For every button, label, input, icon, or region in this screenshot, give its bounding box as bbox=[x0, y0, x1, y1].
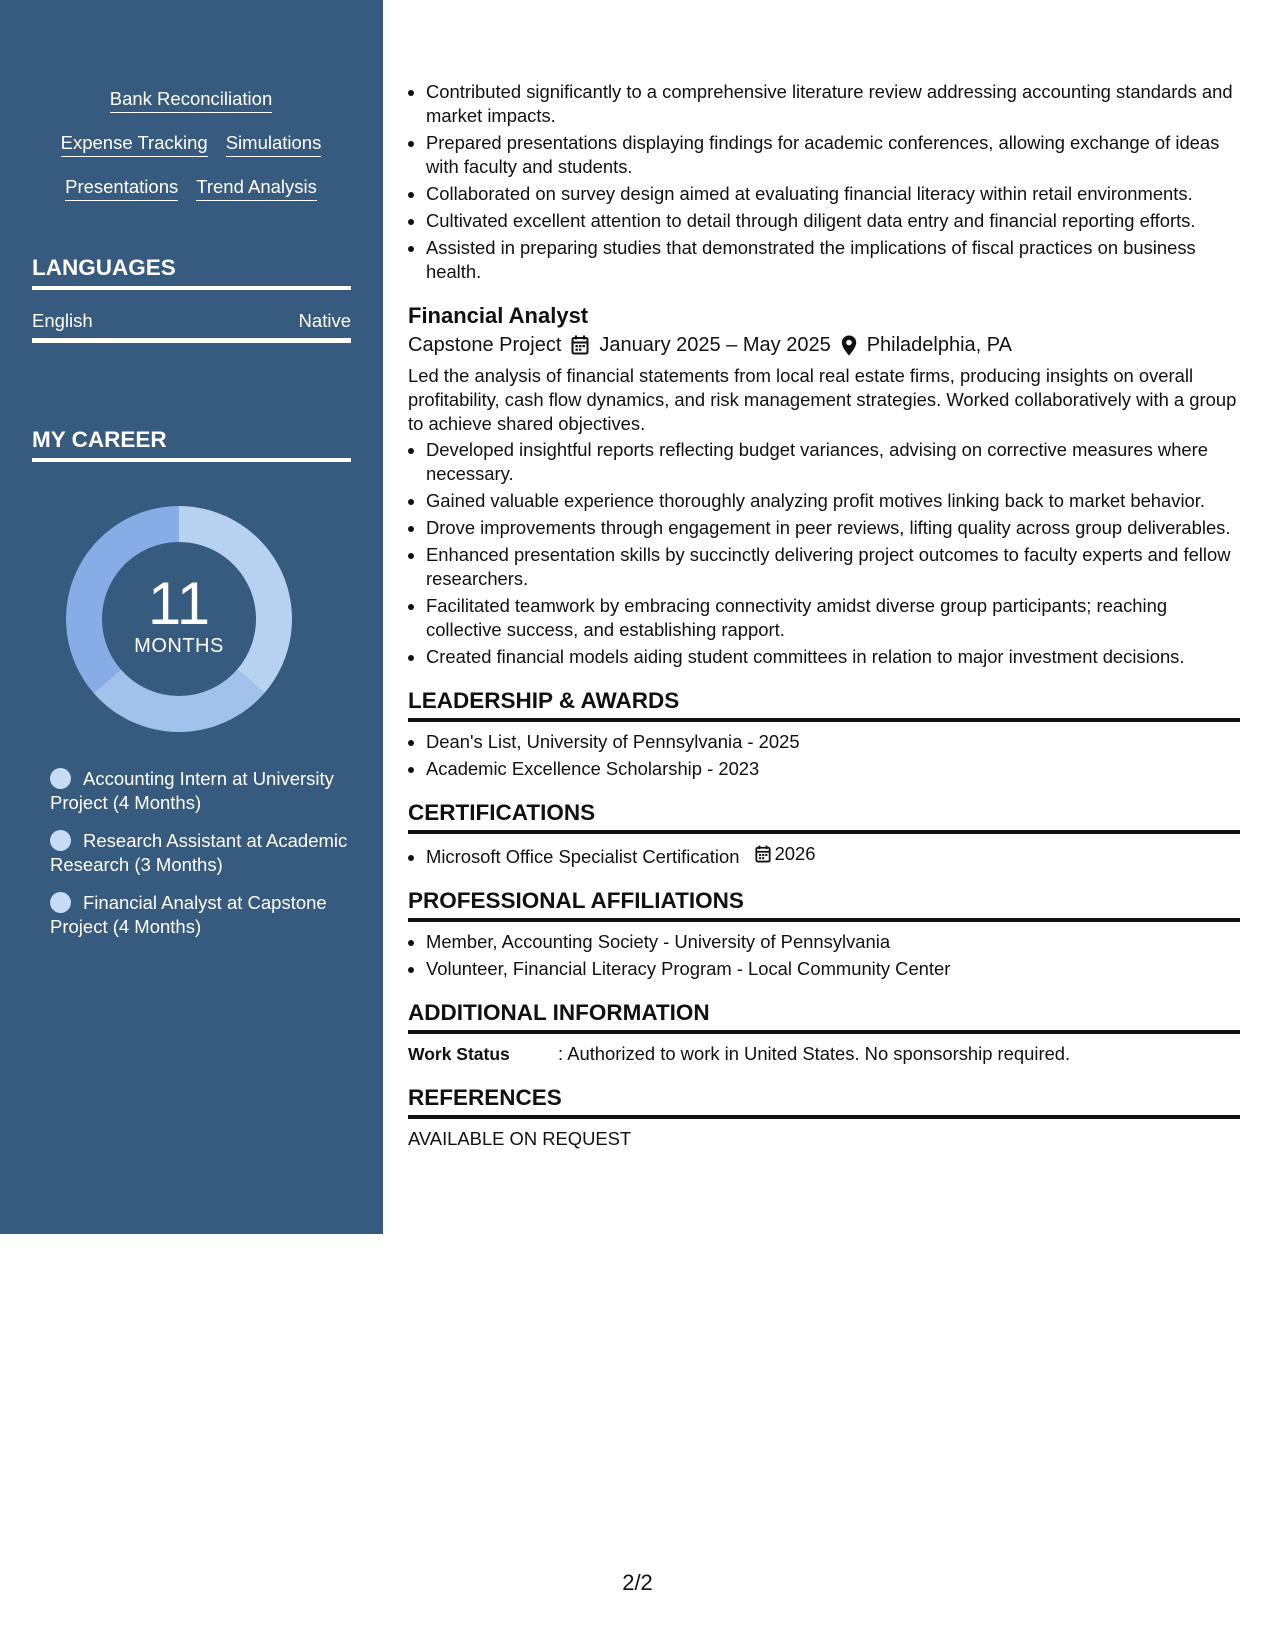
career-donut-chart bbox=[66, 506, 292, 732]
skill-tag[interactable]: Bank Reconciliation bbox=[110, 86, 272, 113]
skill-tag[interactable]: Presentations bbox=[65, 174, 178, 201]
career-legend-item bbox=[50, 829, 350, 877]
sidebar bbox=[0, 0, 383, 1234]
references-heading: REFERENCES bbox=[408, 1084, 1240, 1119]
skill-row bbox=[32, 174, 350, 201]
skill-row bbox=[32, 86, 350, 113]
job-description: Led the analysis of financial statements from local real estate firms, producing insights on overall profitability, cash flow dynamics, and risk management strategies. Worked collaboratively with a group to achieve shared objectives. bbox=[408, 365, 1237, 434]
leadership-list bbox=[408, 730, 1240, 781]
bullet-item: • Contributed significantly to a comprehensive literature review addressing accounting standards and market impacts. bbox=[426, 80, 1240, 128]
leadership-heading: LEADERSHIP & AWARDS bbox=[408, 687, 1240, 722]
bullet-item: • Developed insightful reports reflecting budget variances, advising on corrective measures where necessary. bbox=[426, 438, 1240, 486]
career-legend-item bbox=[50, 891, 350, 939]
skills-list bbox=[32, 86, 350, 218]
calendar-icon bbox=[755, 845, 771, 863]
bullet-item: • Gained valuable experience thoroughly analyzing profit motives linking back to market behavior. bbox=[426, 489, 1240, 513]
certifications-list bbox=[408, 842, 1240, 869]
award-item: • Academic Excellence Scholarship - 2023 bbox=[426, 757, 1240, 781]
language-level: Native bbox=[298, 310, 351, 331]
job-bullets bbox=[408, 438, 1240, 669]
donut-center bbox=[66, 506, 292, 732]
certifications-heading: CERTIFICATIONS bbox=[408, 799, 1240, 834]
skill-tag[interactable]: Simulations bbox=[226, 130, 322, 157]
job-location: Philadelphia, PA bbox=[866, 334, 1012, 356]
page-number: 2/2 bbox=[622, 1570, 653, 1595]
references-text: AVAILABLE ON REQUEST bbox=[408, 1128, 632, 1149]
career-total-unit: MONTHS bbox=[134, 634, 224, 657]
legend-dot-icon bbox=[50, 892, 71, 913]
bullet-item: • Enhanced presentation skills by succinctly delivering project outcomes to faculty experts and fellow researchers. bbox=[426, 543, 1240, 591]
career-heading: MY CAREER bbox=[32, 427, 351, 462]
bullet-item: • Prepared presentations displaying findings for academic conferences, allowing exchange of ideas with faculty and students. bbox=[426, 131, 1240, 179]
job-dates: January 2025 – May 2025 bbox=[599, 334, 831, 356]
job-meta bbox=[408, 330, 1240, 360]
affiliations-list bbox=[408, 930, 1240, 981]
job-company: Capstone Project bbox=[408, 334, 562, 356]
job-title: Financial Analyst bbox=[408, 303, 589, 328]
career-legend-item bbox=[50, 767, 350, 815]
legend-dot-icon bbox=[50, 830, 71, 851]
affiliation-item: • Volunteer, Financial Literacy Program - Local Community Center bbox=[426, 957, 1240, 981]
affiliation-item: • Member, Accounting Society - University of Pennsylvania bbox=[426, 930, 1240, 954]
career-total-number: 11 bbox=[147, 569, 211, 637]
certification-year: 2026 bbox=[774, 843, 816, 864]
affiliations-heading: PROFESSIONAL AFFILIATIONS bbox=[408, 887, 1240, 922]
language-row bbox=[32, 310, 351, 343]
career-legend-label: Research Assistant at Academic Research (3 Months) bbox=[50, 830, 348, 875]
certification-name: Microsoft Office Specialist Certification bbox=[426, 846, 740, 867]
main-content bbox=[408, 80, 1240, 1151]
skill-tag[interactable]: Trend Analysis bbox=[196, 174, 317, 201]
career-legend-label: Financial Analyst at Capstone Project (4 Months) bbox=[50, 892, 327, 937]
award-item: • Dean's List, University of Pennsylvania - 2025 bbox=[426, 730, 1240, 754]
career-legend-label: Accounting Intern at University Project (4 Months) bbox=[50, 768, 334, 813]
bullet-item: • Drove improvements through engagement in peer reviews, lifting quality across group deliverables. bbox=[426, 516, 1240, 540]
legend-dot-icon bbox=[50, 768, 71, 789]
work-status-value: : Authorized to work in United States. No sponsorship required. bbox=[558, 1043, 1071, 1064]
previous-job-bullets bbox=[408, 80, 1240, 284]
career-legend bbox=[50, 767, 350, 953]
languages-heading: LANGUAGES bbox=[32, 255, 351, 290]
calendar-icon bbox=[571, 335, 589, 355]
additional-info-heading: ADDITIONAL INFORMATION bbox=[408, 999, 1240, 1034]
skill-row bbox=[32, 130, 350, 157]
bullet-item: • Assisted in preparing studies that demonstrated the implications of fiscal practices on business health. bbox=[426, 236, 1240, 284]
bullet-item: • Collaborated on survey design aimed at evaluating financial literacy within retail environments. bbox=[426, 182, 1240, 206]
bullet-item: • Cultivated excellent attention to detail through diligent data entry and financial reporting efforts. bbox=[426, 209, 1240, 233]
work-status-row bbox=[408, 1042, 1240, 1066]
certification-date bbox=[755, 842, 816, 866]
language-name: English bbox=[32, 310, 93, 331]
skill-tag[interactable]: Expense Tracking bbox=[61, 130, 208, 157]
bullet-item: • Created financial models aiding student committees in relation to major investment decisions. bbox=[426, 645, 1240, 669]
location-pin-icon bbox=[841, 335, 857, 356]
work-status-label: Work Status bbox=[408, 1044, 510, 1064]
certification-item bbox=[426, 842, 1240, 869]
bullet-item: • Facilitated teamwork by embracing connectivity amidst diverse group participants; reaching collective success, and establishing rapport. bbox=[426, 594, 1240, 642]
